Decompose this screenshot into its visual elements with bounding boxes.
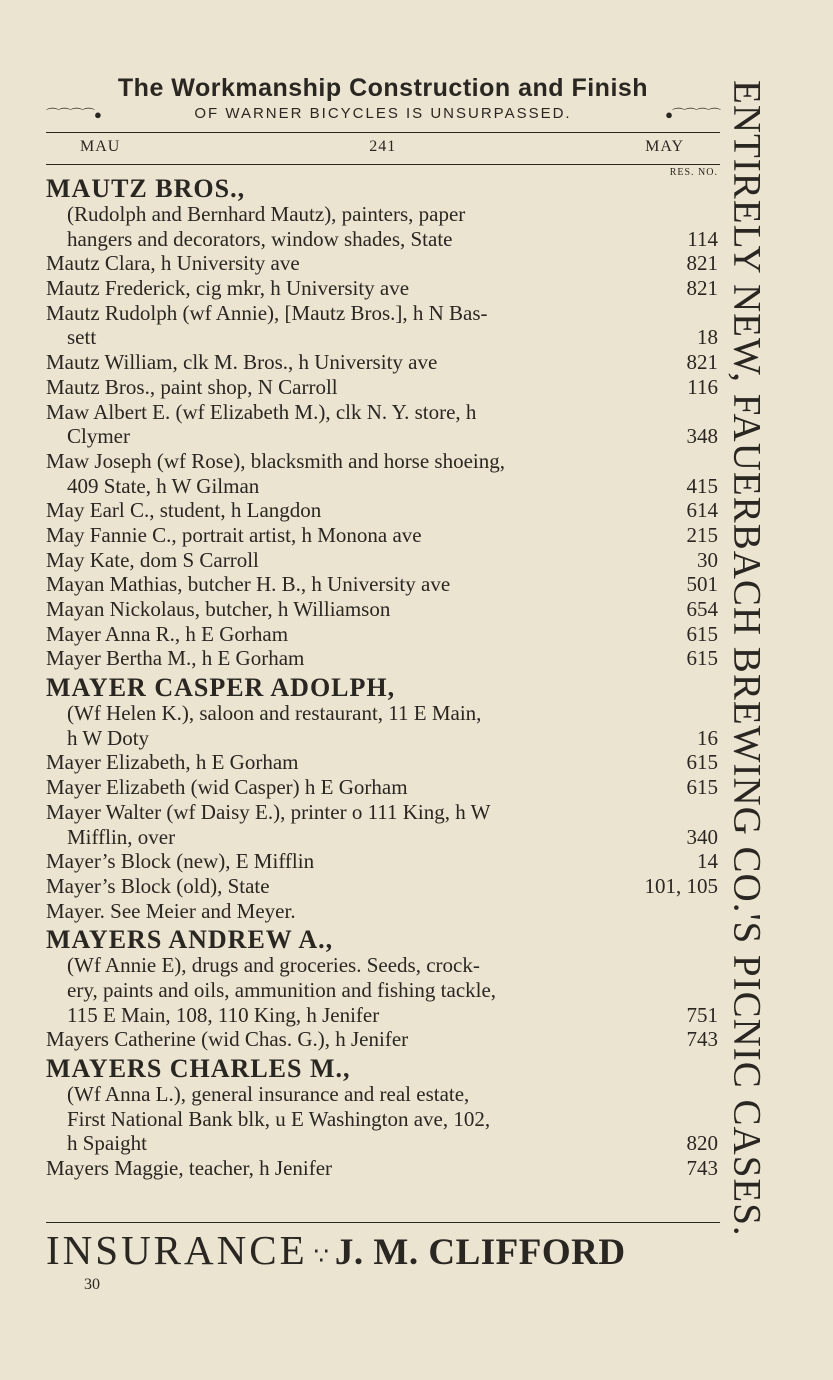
entry-res-no: 614: [686, 498, 718, 523]
entry-text: 409 State, h W Gilman: [67, 473, 260, 498]
entry-line: [46, 899, 718, 924]
running-head-left: MAU: [80, 138, 121, 155]
entry-line: [46, 726, 718, 751]
entry-line: [46, 276, 718, 301]
entry-line: [46, 424, 718, 449]
entry-text: h W Doty: [67, 725, 150, 750]
entry-text: hangers and decorators, window shades, State: [67, 226, 453, 251]
entry-text: Mayer Elizabeth (wid Casper) h E Gorham: [46, 775, 408, 800]
entry-line: [46, 1107, 718, 1132]
header-subline: [46, 104, 720, 123]
entry-res-no: 820: [686, 1131, 718, 1156]
entry-text: Mautz Clara, h University ave: [46, 251, 300, 276]
entry-text: Mayers Maggie, teacher, h Jenifer: [46, 1156, 333, 1181]
entry-res-no: 821: [686, 276, 718, 301]
entry-text: (Wf Annie E), drugs and groceries. Seeds, crock-: [67, 953, 480, 978]
entry-text: MAYERS CHARLES M.,: [46, 1054, 351, 1083]
entry-res-no: 615: [686, 621, 718, 646]
footer-agent: J. M. CLIFFORD: [334, 1232, 626, 1273]
entry-line: [46, 825, 718, 850]
side-advertisement-text: ENTIRELY NEW, FAUERBACH BREWING CO.'S PICNIC CASES.: [725, 80, 769, 1237]
entry-res-no: 743: [686, 1027, 718, 1052]
entry-line: [46, 646, 718, 671]
entry-text: Mayer Elizabeth, h E Gorham: [46, 750, 299, 775]
entry-text: ery, paints and oils, ammunition and fishing tackle,: [67, 977, 497, 1002]
footer-rule: [46, 1222, 720, 1223]
entry-line: [46, 474, 718, 499]
entry-line: [46, 251, 718, 276]
entry-line: [46, 750, 718, 775]
entry-res-no: 821: [686, 251, 718, 276]
entry-text: h Spaight: [67, 1131, 147, 1156]
page-number-bottom: 30: [84, 1276, 100, 1293]
entry-res-no: 215: [686, 522, 718, 547]
header-slogan: The Workmanship Construction and Finish: [117, 74, 649, 102]
entry-res-no: 751: [686, 1002, 718, 1027]
entry-res-no: 30: [697, 547, 718, 572]
side-advertisement: [722, 80, 772, 1300]
entry-text: Mayer. See Meier and Meyer.: [46, 898, 296, 923]
entry-res-no: 114: [687, 226, 718, 251]
entry-text: May Earl C., student, h Langdon: [46, 498, 322, 523]
entry-res-no: 615: [686, 775, 718, 800]
entry-res-no: 18: [697, 325, 718, 350]
entry-line: [46, 548, 718, 573]
footer-separator-icon: ∵: [313, 1244, 329, 1270]
entry-heading: [46, 923, 718, 953]
entry-text: Mayer’s Block (old), State: [46, 873, 270, 898]
ornament-right-icon: ●⌒⌒⌒⌒: [665, 107, 720, 122]
entry-text: MAYER CASPER ADOLPH,: [46, 673, 396, 703]
entry-res-no: 615: [686, 750, 718, 775]
entry-line: [46, 800, 718, 825]
entry-text: Mautz Frederick, cig mkr, h University ave: [46, 276, 410, 301]
entry-res-no: 348: [686, 424, 718, 449]
entry-line: [46, 775, 718, 800]
entry-res-no: 340: [686, 824, 718, 849]
entry-text: 115 E Main, 108, 110 King, h Jenifer: [67, 1002, 380, 1027]
entry-text: Maw Albert E. (wf Elizabeth M.), clk N. Y. store, h: [46, 399, 477, 424]
entry-text: Mifflin, over: [67, 824, 176, 849]
entry-res-no: 14: [697, 849, 718, 874]
entry-res-no: 116: [687, 374, 718, 399]
entry-text: Mautz Rudolph (wf Annie), [Mautz Bros.], h N Bas-: [46, 300, 488, 325]
entry-text: (Wf Anna L.), general insurance and real estate,: [67, 1082, 470, 1106]
running-head-right: MAY: [645, 138, 684, 155]
entry-line: [46, 1003, 718, 1028]
ornament-left-icon: ⌒⌒⌒⌒●: [46, 107, 101, 122]
entry-res-no: 654: [686, 597, 718, 621]
entry-line: [46, 350, 718, 375]
entry-line: [46, 1156, 718, 1181]
entry-res-no: 16: [697, 725, 718, 750]
entry-line: [46, 400, 718, 425]
entry-line: [46, 978, 718, 1003]
entry-text: Clymer: [67, 424, 130, 449]
entry-line: [46, 523, 718, 548]
entry-line: [46, 953, 718, 978]
entry-text: Mayer Anna R., h E Gorham: [46, 621, 289, 646]
entry-res-no: 821: [686, 350, 718, 375]
entry-text: Maw Joseph (wf Rose), blacksmith and horse shoeing,: [46, 448, 506, 473]
res-no-label: RES. NO.: [669, 167, 718, 178]
entry-line: [46, 701, 718, 726]
entry-line: [46, 449, 718, 474]
entry-res-no: 101, 105: [644, 873, 718, 898]
entry-text: (Rudolph and Bernhard Mautz), painters, paper: [67, 202, 466, 226]
entry-text: Mautz William, clk M. Bros., h University ave: [46, 350, 438, 375]
entry-heading: [46, 1052, 718, 1082]
running-head: [46, 138, 720, 156]
entry-text: May Fannie C., portrait artist, h Monona ave: [46, 522, 422, 547]
entry-res-no: 415: [686, 473, 718, 498]
header-rule: [46, 132, 720, 133]
entry-text: Mautz Bros., paint shop, N Carroll: [46, 374, 338, 399]
entry-line: [46, 301, 718, 326]
entries-list: [46, 172, 718, 1181]
entry-line: [46, 227, 718, 252]
entry-line: [46, 874, 718, 899]
entry-text: Mayer Walter (wf Daisy E.), printer o 111 King, h W: [46, 799, 491, 824]
running-head-rule: [46, 164, 720, 165]
header-subline-text: OF WARNER BICYCLES IS UNSURPASSED.: [194, 105, 572, 122]
entry-line: [46, 572, 718, 597]
entry-text: Mayan Nickolaus, butcher, h Williamson: [46, 597, 391, 621]
entry-line: [46, 1082, 718, 1107]
entry-line: [46, 622, 718, 647]
entry-res-no: 743: [686, 1156, 718, 1181]
entry-res-no: 615: [686, 646, 718, 671]
entry-text: MAUTZ BROS.,: [46, 174, 246, 203]
entry-heading: [46, 172, 718, 202]
entry-text: sett: [67, 325, 97, 350]
entry-text: (Wf Helen K.), saloon and restaurant, 11 E Main,: [67, 701, 482, 726]
entry-line: [46, 1027, 718, 1052]
entry-line: [46, 849, 718, 874]
page-number-top: 241: [369, 138, 397, 155]
entry-text: Mayer Bertha M., h E Gorham: [46, 646, 305, 671]
entry-line: [46, 1131, 718, 1156]
entry-text: May Kate, dom S Carroll: [46, 547, 259, 572]
entry-line: [46, 202, 718, 227]
entry-text: Mayan Mathias, butcher H. B., h University ave: [46, 572, 451, 597]
footer-insurance: INSURANCE: [46, 1227, 308, 1273]
entry-line: [46, 498, 718, 523]
entry-text: First National Bank blk, u E Washington ave, 102,: [67, 1106, 491, 1131]
footer-advertisement: [46, 1226, 720, 1274]
entry-text: Mayers Catherine (wid Chas. G.), h Jenifer: [46, 1027, 409, 1052]
entry-text: Mayer’s Block (new), E Mifflin: [46, 849, 315, 874]
entry-heading: [46, 671, 718, 701]
entry-res-no: 501: [686, 572, 718, 597]
entry-text: MAYERS ANDREW A.,: [46, 925, 334, 955]
entry-line: [46, 325, 718, 350]
entry-line: [46, 375, 718, 400]
entry-line: [46, 597, 718, 622]
